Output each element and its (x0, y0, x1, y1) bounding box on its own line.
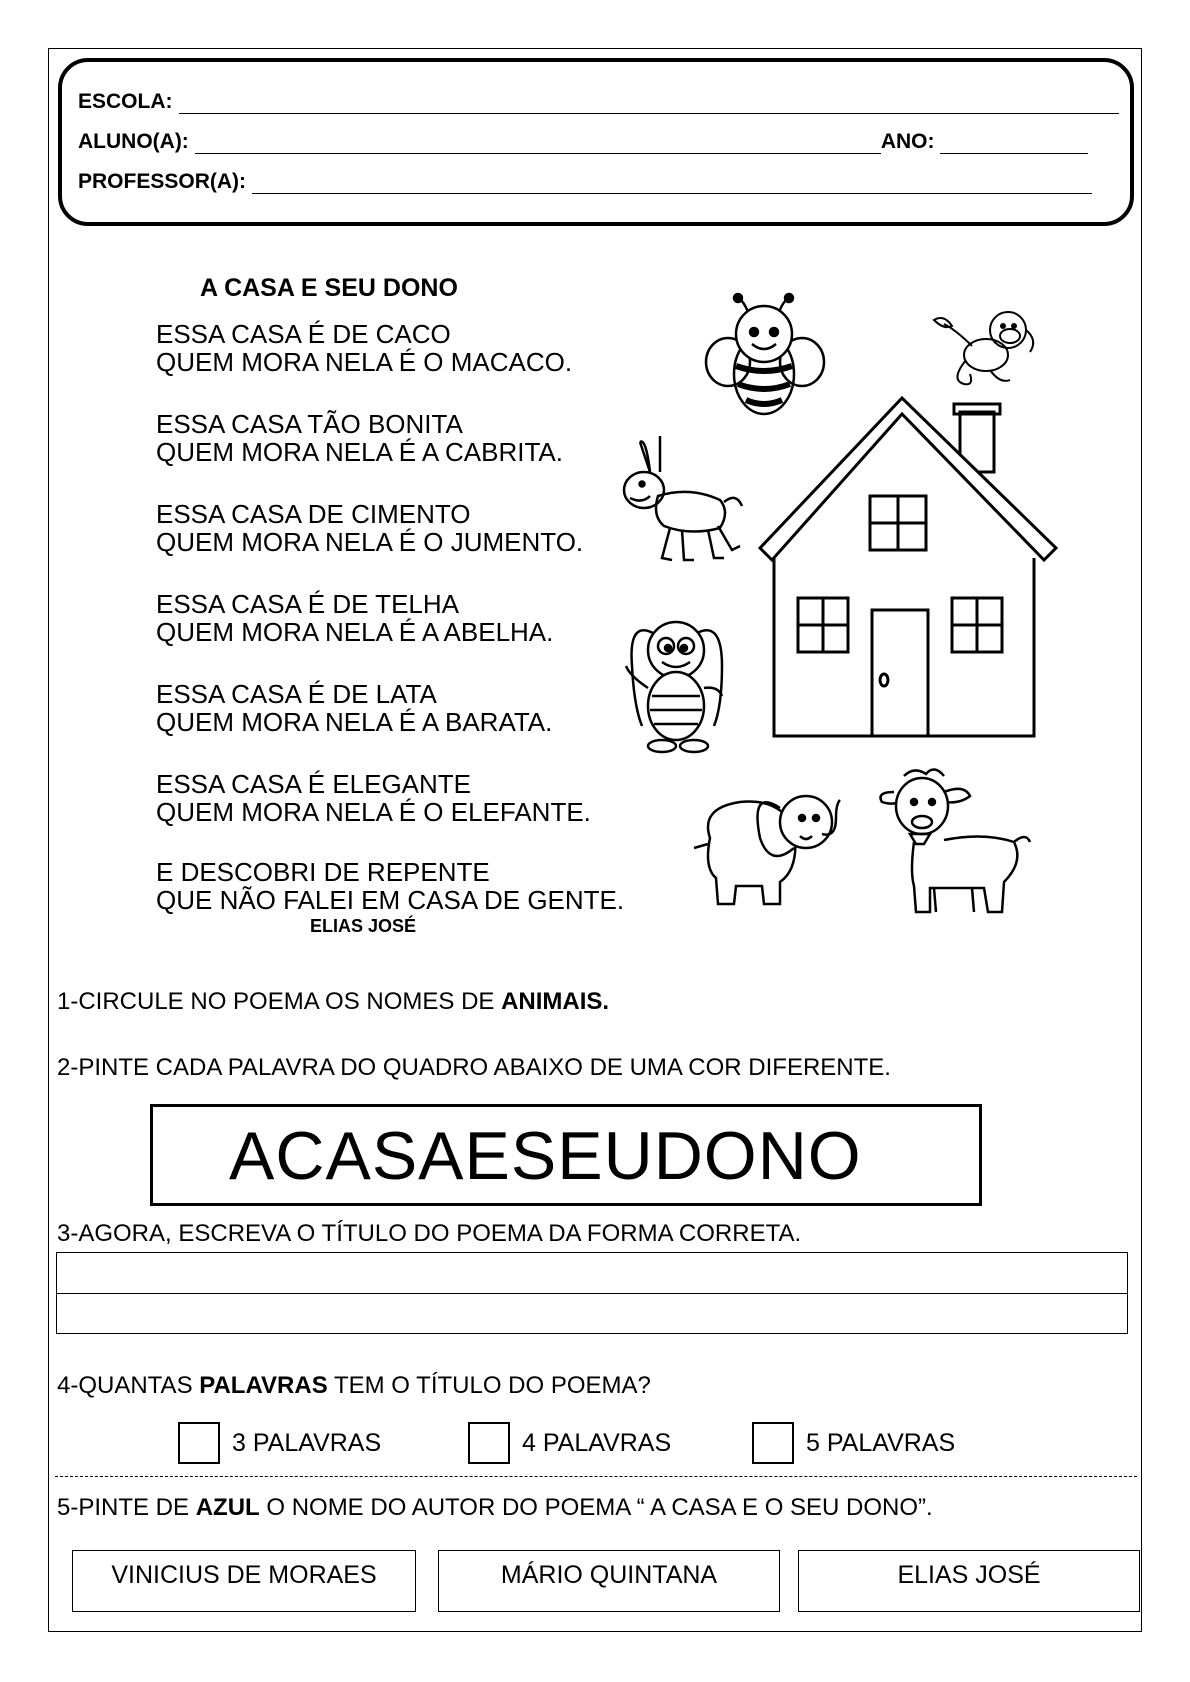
question-4-bold: PALAVRAS (199, 1372, 328, 1399)
professor-line[interactable] (252, 175, 1092, 194)
author-option-mario[interactable]: MÁRIO QUINTANA (438, 1550, 780, 1612)
ano-label: ANO: (880, 130, 935, 153)
option-label: 5 PALAVRAS (806, 1428, 956, 1457)
aluno-label: ALUNO(A): (78, 130, 189, 153)
scrambled-word-box (150, 1104, 982, 1206)
verse: ESSA CASA É DE CACO (156, 319, 451, 349)
poem-author: ELIAS JOSÉ (310, 916, 417, 936)
answer-lines[interactable] (56, 1252, 1128, 1334)
question-5-post: O NOME DO AUTOR DO POEMA “ A CASA E O SEU DONO”. (259, 1494, 933, 1521)
question-2: 2-PINTE CADA PALAVRA DO QUADRO ABAIXO DE UMA COR DIFERENTE. (57, 1054, 891, 1081)
escola-line[interactable] (179, 95, 1119, 114)
ano-line[interactable] (940, 135, 1088, 154)
stanza-5 (156, 680, 552, 736)
answer-line (57, 1293, 1127, 1294)
verse: ESSA CASA TÃO BONITA (156, 409, 463, 439)
stanza-4 (156, 590, 553, 646)
verse: QUEM MORA NELA É A CABRITA. (156, 437, 563, 467)
option-3-palavras (178, 1422, 381, 1464)
elephant-icon (690, 778, 850, 913)
option-label: 3 PALAVRAS (232, 1428, 382, 1457)
question-4 (57, 1372, 651, 1400)
question-5-bold: AZUL (195, 1494, 260, 1521)
aluno-row (78, 130, 1088, 154)
escola-label: ESCOLA: (78, 90, 173, 113)
option-4-palavras (468, 1422, 671, 1464)
professor-label: PROFESSOR(A): (78, 170, 246, 193)
question-5 (57, 1494, 933, 1522)
question-1-text: 1-CIRCULE NO POEMA OS NOMES DE (57, 988, 502, 1015)
checkbox[interactable] (178, 1422, 220, 1464)
author-option-elias[interactable]: ELIAS JOSÉ (798, 1550, 1140, 1612)
option-5-palavras (752, 1422, 955, 1464)
escola-row (78, 90, 1119, 114)
student-info-box (58, 58, 1134, 226)
question-4-pre: 4-QUANTAS (57, 1372, 200, 1399)
question-4-post: TEM O TÍTULO DO POEMA? (327, 1372, 651, 1399)
aluno-line[interactable] (195, 135, 881, 154)
goat-icon (874, 762, 1039, 927)
question-3: 3-AGORA, ESCREVA O TÍTULO DO POEMA DA FORMA CORRETA. (57, 1220, 802, 1247)
stanza-2 (156, 410, 563, 466)
checkbox[interactable] (468, 1422, 510, 1464)
verse: E DESCOBRI DE REPENTE (156, 857, 490, 887)
verse: QUEM MORA NELA É O ELEFANTE. (156, 797, 591, 827)
verse: ESSA CASA É DE TELHA (156, 589, 459, 619)
verse: QUEM MORA NELA É O JUMENTO. (156, 527, 584, 557)
verse: ESSA CASA DE CIMENTO (156, 499, 471, 529)
verse: QUEM MORA NELA É O MACACO. (156, 347, 573, 377)
verse: ESSA CASA É DE LATA (156, 679, 437, 709)
verse: ESSA CASA É ELEGANTE (156, 769, 472, 799)
dashed-divider (55, 1476, 1137, 1477)
question-1 (57, 988, 609, 1016)
stanza-7 (156, 858, 624, 914)
scrambled-word: ACASAESEUDONO (229, 1118, 862, 1194)
house-icon (752, 392, 1072, 742)
checkbox[interactable] (752, 1422, 794, 1464)
stanza-3 (156, 500, 583, 556)
option-label: 4 PALAVRAS (522, 1428, 672, 1457)
verse: QUEM MORA NELA É A BARATA. (156, 707, 553, 737)
verse: QUE NÃO FALEI EM CASA DE GENTE. (156, 885, 625, 915)
verse: QUEM MORA NELA É A ABELHA. (156, 617, 554, 647)
cockroach-icon (618, 606, 733, 756)
professor-row (78, 170, 1092, 194)
question-1-bold: ANIMAIS. (501, 988, 610, 1015)
monkey-icon (930, 300, 1040, 390)
question-5-pre: 5-PINTE DE (57, 1494, 196, 1521)
stanza-6 (156, 770, 591, 826)
author-option-vinicius[interactable]: VINICIUS DE MORAES (72, 1550, 416, 1612)
donkey-icon (620, 432, 745, 567)
stanza-1 (156, 320, 572, 376)
poem-title: A CASA E SEU DONO (200, 274, 458, 302)
